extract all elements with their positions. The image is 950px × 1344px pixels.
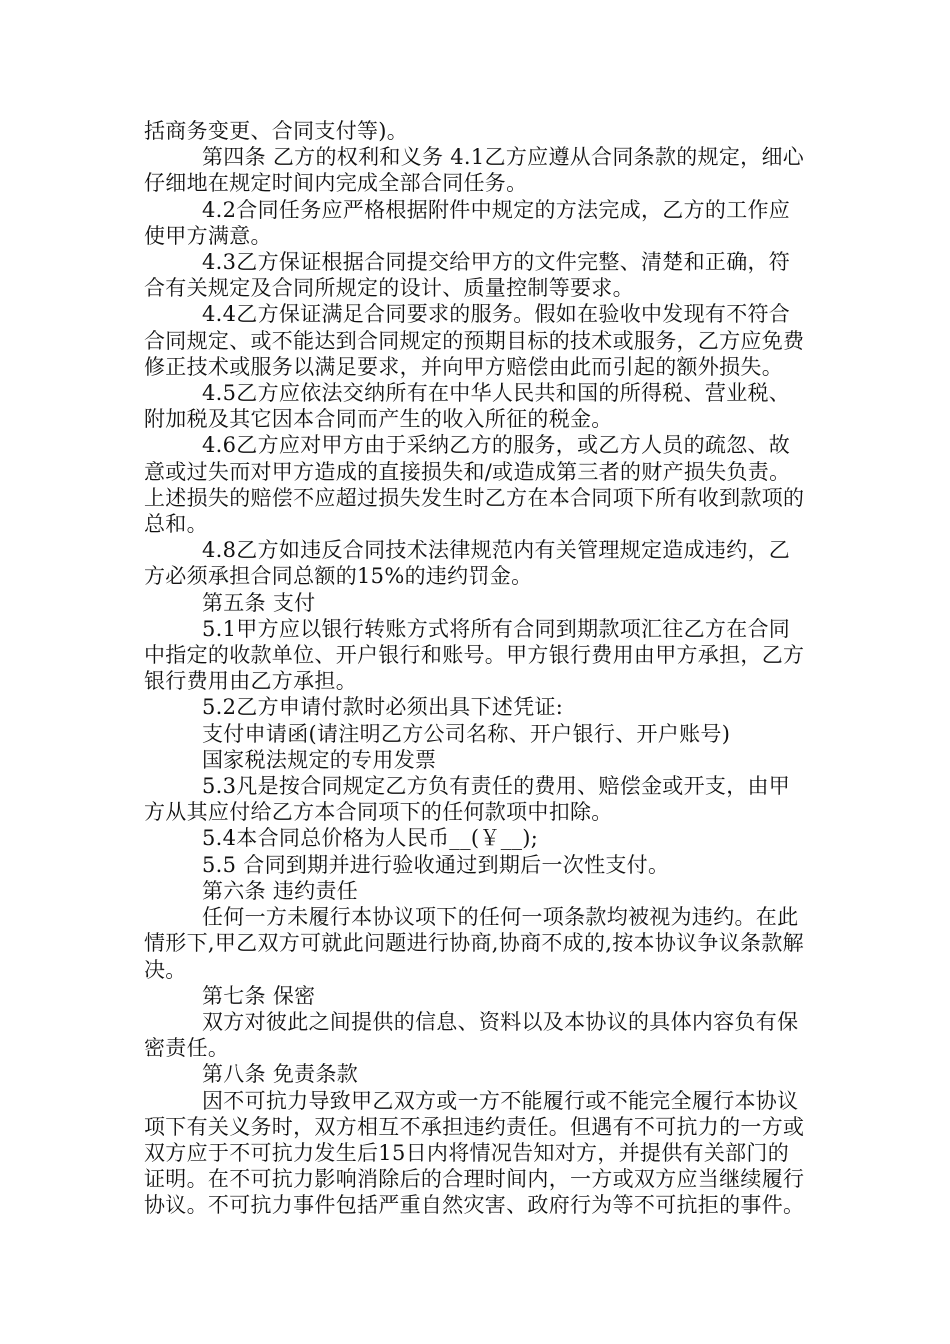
clause-5-4: 5.4本合同总价格为人民币__(￥__); bbox=[202, 826, 539, 851]
clause-4-4: 4.4乙方保证满足合同要求的服务。假如在验收中发现有不符合合同规定、或不能达到合同规定的预期目标的技术或服务，乙方应免费修正技术或服务以满足要求，并向甲方赔偿由此而引起的额外损失。 bbox=[144, 302, 805, 379]
clause-4-2: 4.2合同任务应严格根据附件中规定的方法完成，乙方的工作应使甲方满意。 bbox=[144, 197, 791, 248]
paragraph: 括商务变更、合同支付等)。 bbox=[144, 119, 409, 143]
clause-4-8: 4.8乙方如违反合同技术法律规范内有关管理规定造成违约，乙方必须承担合同总额的15%的违约罚金。 bbox=[144, 538, 791, 589]
clause-5-3: 5.3凡是按合同规定乙方负有责任的费用、赔偿金或开支，由甲方从其应付给乙方本合同项下的任何款项中扣除。 bbox=[144, 774, 791, 825]
article-5-heading: 第五条 支付 bbox=[202, 590, 316, 615]
voucher-item-2: 国家税法规定的专用发票 bbox=[202, 747, 437, 772]
clause-5-2: 5.2乙方申请付款时必须出具下述凭证: bbox=[202, 695, 564, 720]
clause-4-5: 4.5乙方应依法交纳所有在中华人民共和国的所得税、营业税、附加税及其它因本合同而产生的收入所征的税金。 bbox=[144, 381, 791, 432]
document-body bbox=[144, 118, 808, 1219]
article-6-heading: 第六条 违约责任 bbox=[202, 878, 359, 903]
article-7-heading: 第七条 保密 bbox=[202, 983, 316, 1008]
clause-4-3: 4.3乙方保证根据合同提交给甲方的文件完整、清楚和正确，符合有关规定及合同所规定的设计、质量控制等要求。 bbox=[144, 250, 791, 301]
clause-5-1: 5.1甲方应以银行转账方式将所有合同到期款项汇往乙方在合同中指定的收款单位、开户银行和账号。甲方银行费用由甲方承担，乙方银行费用由乙方承担。 bbox=[144, 616, 805, 694]
article-8-body: 因不可抗力导致甲乙双方或一方不能履行或不能完全履行本协议项下有关义务时，双方相互不承担违约责任。但遇有不可抗力的一方或双方应于不可抗力发生后15日内将情况告知对方，并提供有关部门的证明。在不可抗力影响消除后的合理时间内，一方或双方应当继续履行协议。不可抗力事件包括严重自然灾害、政府行为等不可抗拒的事件。 bbox=[144, 1088, 805, 1218]
article-7-body: 双方对彼此之间提供的信息、资料以及本协议的具体内容负有保密责任。 bbox=[144, 1009, 799, 1061]
article-8-heading: 第八条 免责条款 bbox=[202, 1062, 359, 1087]
article-6-body: 任何一方未履行本协议项下的任何一项条款均被视为违约。在此情形下,甲乙双方可就此问题进行协商,协商不成的,按本协议争议条款解决。 bbox=[144, 905, 804, 982]
article-4-paragraph: 第四条 乙方的权利和义务 4.1乙方应遵从合同条款的规定，细心仔细地在规定时间内完成全部合同任务。 bbox=[144, 145, 805, 196]
voucher-item-1: 支付申请函(请注明乙方公司名称、开户银行、开户账号) bbox=[202, 721, 731, 746]
clause-5-5: 5.5 合同到期并进行验收通过到期后一次性支付。 bbox=[202, 852, 670, 877]
clause-4-6: 4.6乙方应对甲方由于采纳乙方的服务，或乙方人员的疏忽、故意或过失而对甲方造成的直接损失和/或造成第三者的财产损失负责。上述损失的赔偿不应超过损失发生时乙方在本合同项下所有收到款项的总和。 bbox=[144, 433, 805, 537]
